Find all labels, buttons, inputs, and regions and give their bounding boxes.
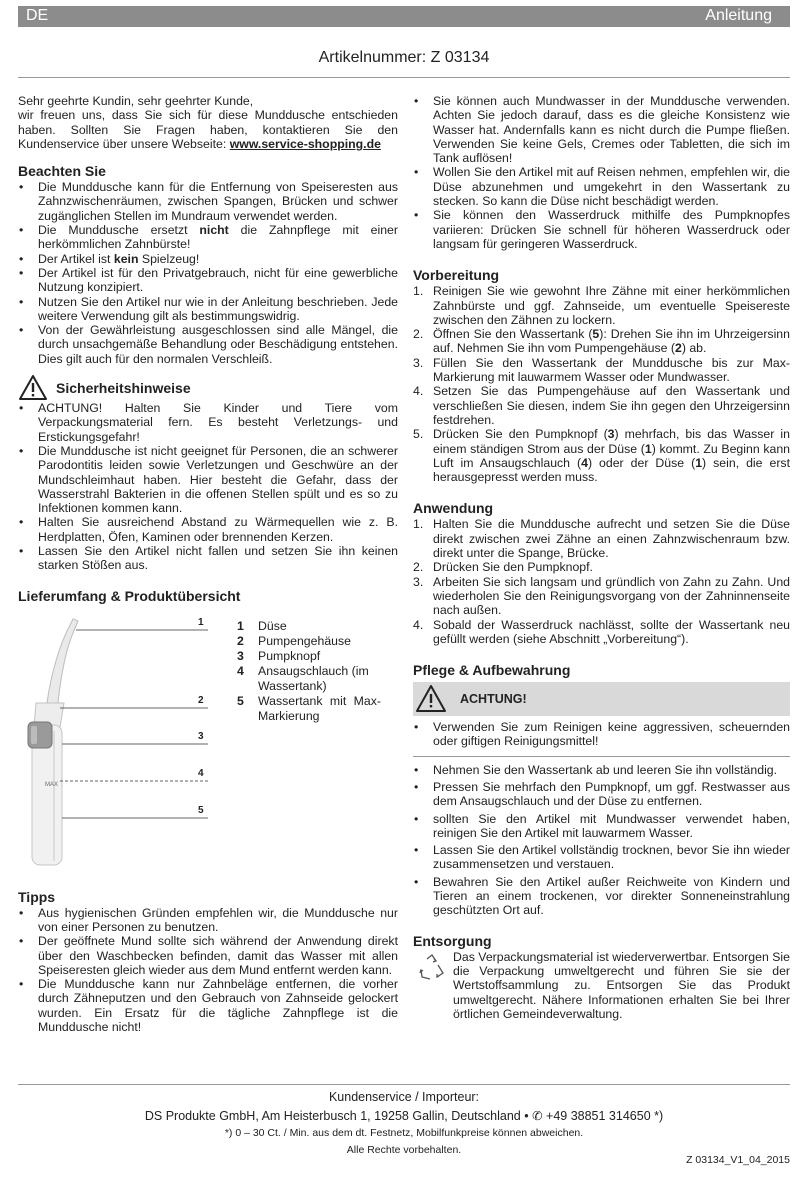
list-item: • Der geöffnete Mund sollte sich während der Anwendung direkt über den Waschbecken befinden, damit das Wasser mit allen Speiseresten gleich wieder aus dem Mund entfernt werden kann. (18, 934, 398, 977)
product-overview (18, 611, 398, 873)
phone-icon: ✆ (532, 1109, 543, 1123)
step-item: 1. Halten Sie die Munddusche aufrecht und setzen Sie die Düse direkt zwischen zwei Zähne an einen Zahnzwischenraum bzw. direkt unter die Spange, Brücke. (413, 517, 790, 561)
list-item: • Der Artikel ist für den Privatgebrauch, nicht für eine gewerbliche Nutzung konzipiert. (18, 266, 398, 295)
step-item: 5. Drücken Sie den Pumpknopf (3) mehrfach, bis das Wasser in einem ständigen Strom aus der Düse (1) kommt. Zu Beginn kann Luft im Ansaugschlauch (4) oder der Düse (1) sein, die erst herausgepresst werden muss. (413, 427, 790, 485)
intro-text: wir freuen uns, dass Sie sich für diese Munddusche entschieden haben. Sollten Sie Fragen haben, kontaktieren Sie den Kundenservice über unsere Webseite: www.service-shopping.de (18, 108, 398, 151)
section-disposal-title: Entsorgung (413, 932, 492, 949)
footer-service-label: Kundenservice / Importeur: (328, 1090, 480, 1104)
recycle-icon (417, 953, 447, 983)
disposal-block (413, 950, 790, 1021)
step-item: 2. Öffnen Sie den Wassertank (5): Drehen Sie ihn im Uhrzeigersinn auf. Nehmen Sie ihn vom Pumpengehäuse (2) ab. (413, 327, 790, 356)
section-beachten-title: Beachten Sie (18, 163, 106, 180)
parts-list (237, 619, 381, 724)
greeting: Sehr geehrte Kundin, sehr geehrter Kunde, (18, 94, 254, 108)
care-warning-bar (413, 682, 790, 716)
step-item: 1. Reinigen Sie wie gewohnt Ihre Zähne mit einer herkömmlichen Zahnbürste und ggf. Zahnseide, um eventuelle Speisereste zwischen den Zähnen zu lockern. (413, 284, 790, 327)
footer-price-note: *) 0 – 30 Ct. / Min. aus dem dt. Festnetz, Mobilfunkpreise können abweichen. (224, 1127, 584, 1139)
product-illustration (18, 611, 218, 873)
list-item: • Die Munddusche ist nicht geeignet für Personen, die an schwerer Parodontitis leiden sowie Verletzungen und Geschwüre an der Mundschleimhaut haben. Hier besteht die Gefahr, dass der Wasserstrahl Bakterien in die offenen Stellen spült und es so zu Infektionen kommen kann. (18, 444, 398, 515)
list-item: • ACHTUNG! Halten Sie Kinder und Tiere vom Verpackungsmaterial fern. Es besteht Verletzungs- und Erstickungsgefahr! (18, 401, 398, 444)
footer-rights: Alle Rechte vorbehalten. (346, 1144, 462, 1156)
list-item: • Die Munddusche kann für die Entfernung von Speiseresten aus Zahnzwischenräumen, zwischen Spangen, Brücken und schwer zugänglichen Stellen im Mundraum verwendet werden. (18, 180, 398, 223)
warning-icon (415, 684, 447, 713)
preparation-steps (413, 284, 790, 484)
part-item: 5 Wassertank mit Max-Markierung (237, 693, 381, 723)
list-item: • Sie können auch Mundwasser in der Munddusche verwenden. Achten Sie jedoch darauf, dass es die gleiche Konsistenz wie Wasser hat. Andernfalls kann es nicht durch die Pumpe fließen. Verwenden Sie keine Gels, Cremes oder Tabletten, die sich im Tank auflösen! (413, 94, 790, 165)
list-item: • Wollen Sie den Artikel mit auf Reisen nehmen, empfehlen wir, die Düse abzunehmen und umgekehrt in den Wassertank zu stecken. So kann die Düse nicht beschädigt werden. (413, 165, 790, 208)
tips-continued-list (413, 94, 790, 251)
part-item: 3 Pumpknopf (237, 648, 321, 663)
section-preparation-title: Vorbereitung (413, 267, 500, 284)
list-item: • Lassen Sie den Artikel vollständig trocknen, bevor Sie ihn wieder zusammensetzen und verstauen. (413, 843, 790, 872)
care-divider (413, 756, 790, 757)
step-item: 3. Füllen Sie den Wassertank der Munddusche bis zur Max-Markierung mit lauwarmem Wasser oder Mundwasser. (413, 355, 790, 385)
callout-1: 1 (198, 616, 204, 628)
list-item: • Bewahren Sie den Artikel außer Reichweite von Kindern und Tieren an einem trockenen, vor direkter Sonneneinstrahlung geschützten Ort auf. (413, 875, 790, 918)
list-item: • Aus hygienischen Gründen empfehlen wir, die Munddusche nur von einer Personen zu benutzen. (18, 906, 398, 935)
care-warning-list (413, 720, 790, 749)
list-item: • Nutzen Sie den Artikel nur wie in der Anleitung beschrieben. Jede weitere Verwendung gilt als bestimmungswidrig. (18, 295, 398, 324)
care-warning-label: ACHTUNG! (460, 692, 527, 707)
step-item: 4. Sobald der Wasserdruck nachlässt, sollte der Wassertank neu gefüllt werden (siehe Abschnitt „Vorbereitung“). (413, 617, 790, 646)
list-item: • sollten Sie den Artikel mit Mundwasser verwendet haben, reinigen Sie den Artikel mit lauwarmem Wasser. (413, 812, 790, 841)
tips-list (18, 906, 398, 1035)
list-item: • Die Munddusche ersetzt nicht die Zahnpflege mit einer herkömmlichen Zahnbürste! (18, 223, 398, 252)
header-bar (18, 6, 790, 27)
version-code: Z 03134_V1_04_2015 (686, 1154, 790, 1166)
safety-list (18, 401, 398, 573)
list-item: • Lassen Sie den Artikel nicht fallen und setzen Sie ihn keinen starken Stößen aus. (18, 544, 398, 573)
part-item: 1 Düse (237, 618, 287, 633)
section-care-title: Pflege & Aufbewahrung (413, 662, 571, 679)
part-item: 2 Pumpengehäuse (237, 633, 351, 648)
beachten-list (18, 180, 398, 366)
part-item: 4 Ansaugschlauch (im Wassertank) (237, 663, 369, 693)
section-usage-title: Anwendung (413, 500, 494, 517)
warning-icon (18, 374, 48, 401)
safety-header (18, 374, 398, 400)
list-item: • Der Artikel ist kein Spielzeug! (18, 252, 398, 266)
care-list (413, 763, 790, 918)
callout-4: 4 (198, 767, 204, 779)
callout-3: 3 (198, 730, 204, 742)
footer-divider (18, 1084, 790, 1085)
usage-steps (413, 517, 790, 646)
list-item: • Verwenden Sie zum Reinigen keine aggressiven, scheuernden oder giftigen Reinigungsmittel! (413, 720, 790, 749)
list-item: • Die Munddusche kann nur Zahnbeläge entfernen, die vorher durch Zähneputzen und den Gebrauch von Zahnseide gelockert wurden. Ein Ersatz für die tägliche Zahnpflege ist die Munddusche nicht! (18, 977, 398, 1034)
list-item: • Nehmen Sie den Wassertank ab und leeren Sie ihn vollständig. (413, 763, 790, 777)
callout-5: 5 (198, 804, 204, 816)
callout-2: 2 (198, 694, 204, 706)
section-tips-title: Tipps (18, 888, 56, 905)
doc-type-label: Anleitung (705, 7, 772, 24)
header-divider (18, 77, 790, 78)
step-item: 2. Drücken Sie den Pumpknopf. (413, 560, 593, 575)
list-item: • Von der Gewährleistung ausgeschlossen sind alle Mängel, die durch unsachgemäße Behandlung oder Beschädigung entstehen. Dies gilt auch für den normalen Verschleiß. (18, 323, 398, 366)
right-column (413, 94, 790, 1021)
article-number: Artikelnummer: Z 03134 (318, 49, 490, 66)
step-item: 4. Setzen Sie das Pumpengehäuse auf den Wassertank und verschließen Sie diesen, indem Sie ihn gegen den Uhrzeigersinn festdrehen. (413, 384, 790, 427)
section-contents-title: Lieferumfang & Produktübersicht (18, 587, 241, 604)
max-mark: MAX (45, 781, 59, 788)
step-item: 3. Arbeiten Sie sich langsam und gründlich von Zahn zu Zahn. Und wiederholen Sie den Reinigungsvorgang von der Zahninnenseite nach außen. (413, 574, 790, 618)
disposal-text: Das Verpackungsmaterial ist wiederverwertbar. Entsorgen Sie die Verpackung umweltgerecht und führen Sie sie der Wertstoffsammlung zu. Entsorgen Sie das Produkt umweltgerecht. Nähere Informationen erhalten Sie bei Ihrer örtlichen Gemeindeverwaltung. (453, 949, 790, 1021)
left-column (18, 94, 398, 1034)
list-item: • Halten Sie ausreichend Abstand zu Wärmequellen wie z. B. Herdplatten, Öfen, Kaminen oder brennenden Kerzen. (18, 515, 398, 544)
list-item: • Pressen Sie mehrfach den Pumpknopf, um ggf. Restwasser aus dem Ansaugschlauch und der Düse zu entfernen. (413, 780, 790, 809)
website-link[interactable]: www.service-shopping.de (229, 136, 381, 151)
section-safety-title: Sicherheitshinweise (56, 380, 191, 397)
list-item: • Sie können den Wasserdruck mithilfe des Pumpknopfes variieren: Drücken Sie schnell für höheren Wasserdruck oder langsam für geringeren Wasserdruck. (413, 208, 790, 251)
footer-address: DS Produkte GmbH, Am Heisterbusch 1, 19258 Gallin, Deutschland • ✆ +49 38851 314650 *) (144, 1109, 664, 1123)
language-label: DE (26, 7, 49, 24)
